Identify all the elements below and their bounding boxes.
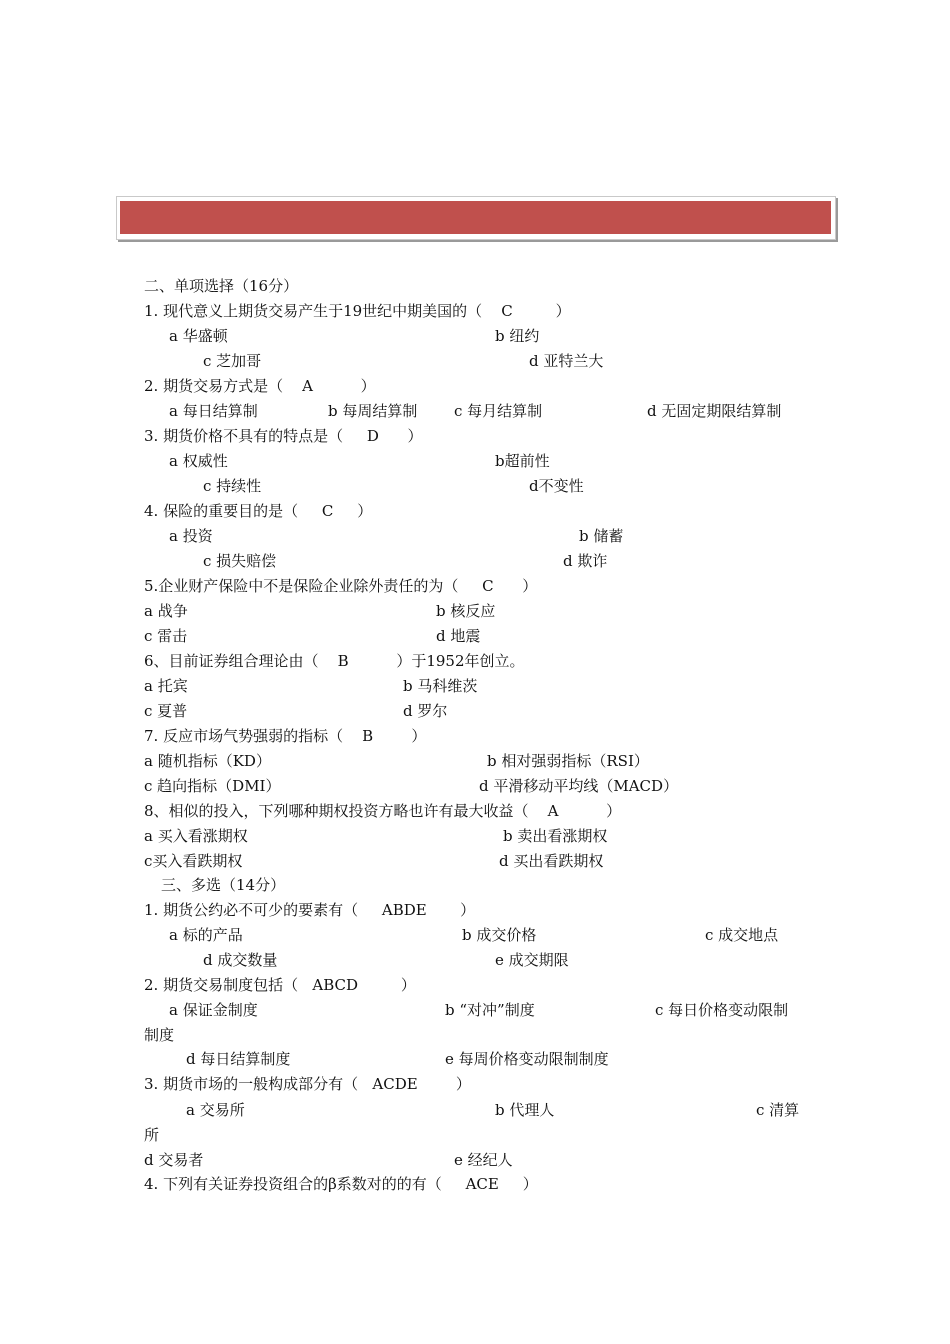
text-line: c 趋向指标（DMI） [144, 777, 281, 795]
text-line: c 成交地点 [705, 926, 779, 944]
text-line: b 储蓄 [579, 527, 624, 545]
text-line: 2. 期货交易制度包括（ ABCD ） [144, 976, 416, 994]
text-line: b 成交价格 [462, 926, 537, 944]
text-line: d 成交数量 [203, 951, 278, 969]
text-line: d不变性 [529, 477, 584, 495]
text-line: d 交易者 [144, 1151, 204, 1169]
text-line: d 罗尔 [403, 702, 448, 720]
text-line: e 经纪人 [454, 1151, 513, 1169]
text-line: d 平滑移动平均线（MACD） [479, 777, 679, 795]
text-line: c 每月结算制 [454, 402, 543, 420]
text-line: a 保证金制度 [169, 1001, 258, 1019]
text-line: c买入看跌期权 [144, 852, 243, 870]
text-line: a 投资 [169, 527, 213, 545]
text-line: b 纽约 [495, 327, 540, 345]
text-line: d 亚特兰大 [529, 352, 604, 370]
text-line: d 买出看跌期权 [499, 852, 604, 870]
text-line: 1. 现代意义上期货交易产生于19世纪中期美国的（ C ） [144, 302, 571, 320]
text-line: d 无固定期限结算制 [647, 402, 782, 420]
text-line: c 损失赔偿 [203, 552, 277, 570]
text-line: b超前性 [495, 452, 550, 470]
text-line: b 卖出看涨期权 [503, 827, 608, 845]
text-line: a 托宾 [144, 677, 188, 695]
text-line: a 随机指标（KD） [144, 752, 271, 770]
text-line: c 每日价格变动限制 [655, 1001, 789, 1019]
text-line: 三、多选（14分） [161, 876, 286, 894]
text-line: b 相对强弱指标（RSI） [487, 752, 649, 770]
text-line: 1. 期货公约必不可少的要素有（ ABDE ） [144, 901, 476, 919]
text-line: d 欺诈 [563, 552, 608, 570]
text-line: a 标的产品 [169, 926, 243, 944]
text-line: b 每周结算制 [328, 402, 418, 420]
text-line: 2. 期货交易方式是（ A ） [144, 377, 376, 395]
text-line: 4. 下列有关证券投资组合的β系数对的的有（ ACE ） [144, 1175, 538, 1193]
text-line: 二、单项选择（16分） [144, 277, 299, 295]
text-line: a 交易所 [186, 1101, 245, 1119]
text-line: b “对冲”制度 [445, 1001, 535, 1019]
text-line: c 雷击 [144, 627, 188, 645]
text-line: c 持续性 [203, 477, 262, 495]
text-line: 3. 期货市场的一般构成部分有（ ACDE ） [144, 1075, 471, 1093]
text-line: 6、目前证券组合理论由（ B ）于1952年创立。 [144, 652, 525, 670]
text-line: a 每日结算制 [169, 402, 258, 420]
text-line: 8、相似的投入，下列哪种期权投资方略也许有最大收益（ A ） [144, 802, 622, 820]
text-line: 7. 反应市场气势强弱的指标（ B ） [144, 727, 427, 745]
text-line: b 核反应 [436, 602, 496, 620]
text-line: d 每日结算制度 [186, 1050, 291, 1068]
text-line: 制度 [144, 1026, 175, 1044]
text-line: b 马科维茨 [403, 677, 478, 695]
text-line: a 买入看涨期权 [144, 827, 248, 845]
text-line: 3. 期货价格不具有的特点是（ D ） [144, 427, 423, 445]
section-banner [116, 196, 836, 240]
text-line: c 清算 [756, 1101, 800, 1119]
text-line: 所 [144, 1126, 160, 1144]
text-line: c 芝加哥 [203, 352, 262, 370]
text-line: a 华盛顿 [169, 327, 228, 345]
text-line: e 成交期限 [495, 951, 569, 969]
text-line: a 权威性 [169, 452, 228, 470]
text-line: c 夏普 [144, 702, 188, 720]
section-banner-bar [120, 201, 831, 234]
text-line: d 地震 [436, 627, 481, 645]
text-line: a 战争 [144, 602, 188, 620]
text-line: 4. 保险的重要目的是（ C ） [144, 502, 373, 520]
text-line: e 每周价格变动限制制度 [445, 1050, 609, 1068]
text-line: 5.企业财产保险中不是保险企业除外责任的为（ C ） [144, 577, 538, 595]
text-line: b 代理人 [495, 1101, 555, 1119]
